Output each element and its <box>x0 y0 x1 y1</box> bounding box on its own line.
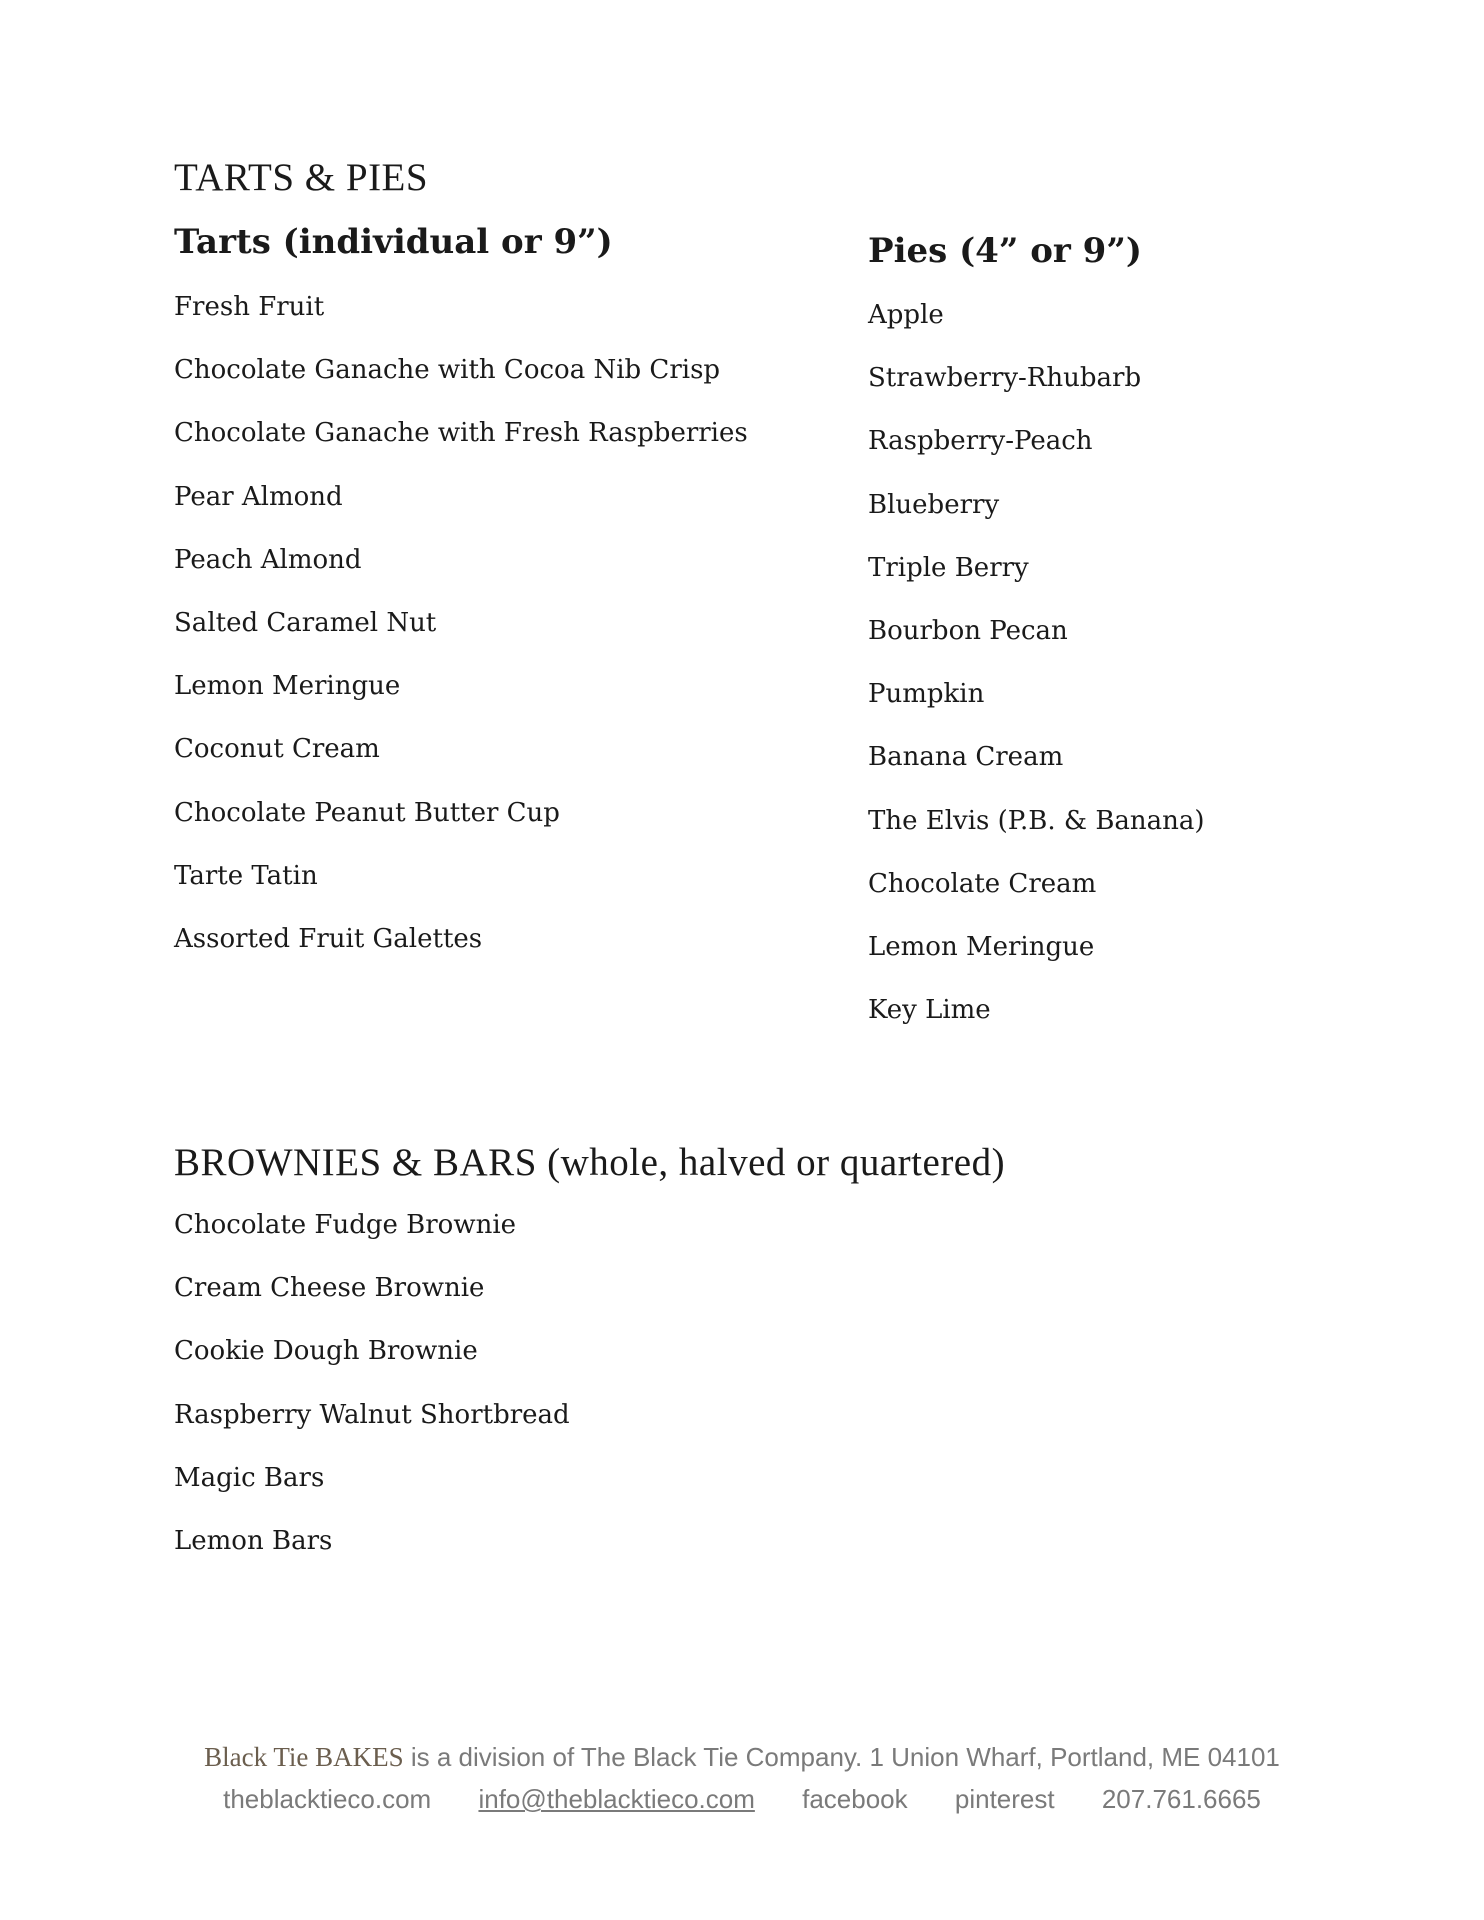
tart-item: Chocolate Ganache with Cocoa Nib Crisp <box>174 355 721 386</box>
email-link[interactable]: info@theblacktieco.com <box>478 1784 755 1814</box>
pie-item: Apple <box>868 300 944 330</box>
footer-links <box>0 1784 1484 1815</box>
brownie-bar-item: Cream Cheese Brownie <box>174 1273 485 1304</box>
facebook-link[interactable]: facebook <box>802 1784 908 1814</box>
pie-item: Key Lime <box>868 995 991 1026</box>
tart-item: Tarte Tatin <box>174 860 318 891</box>
pie-item: Lemon Meringue <box>868 931 1095 962</box>
pie-item: Bourbon Pecan <box>868 615 1068 646</box>
pie-item: Banana Cream <box>868 742 1064 773</box>
pie-item: Chocolate Cream <box>868 868 1097 899</box>
brownie-bar-item: Raspberry Walnut Shortbread <box>174 1399 570 1430</box>
tart-item: Salted Caramel Nut <box>174 607 437 638</box>
tart-item: Fresh Fruit <box>174 292 325 322</box>
footer-tagline: is a division of The Black Tie Company. 1 Union Wharf, Portland, ME 04101 <box>403 1742 1280 1772</box>
pie-item: Strawberry-Rhubarb <box>868 363 1142 394</box>
brownie-bar-item: Lemon Bars <box>174 1525 333 1556</box>
tart-item: Pear Almond <box>174 481 343 512</box>
tart-item: Coconut Cream <box>174 734 380 765</box>
footer-line <box>0 1742 1484 1773</box>
website-link[interactable]: theblacktieco.com <box>223 1784 432 1814</box>
pies-list <box>868 300 1205 1058</box>
pinterest-link[interactable]: pinterest <box>954 1784 1055 1814</box>
tart-item: Chocolate Peanut Butter Cup <box>174 797 560 828</box>
tarts-list <box>174 292 748 987</box>
brownie-bar-item: Cookie Dough Brownie <box>174 1336 478 1367</box>
tart-item: Lemon Meringue <box>174 671 401 702</box>
pie-item: Pumpkin <box>868 679 985 710</box>
brownies-bars-section-title: BROWNIES & BARS (whole, halved or quartered) <box>174 1141 1006 1184</box>
phone-number: 207.761.6665 <box>1101 1784 1261 1814</box>
pies-heading: Pies (4” or 9”) <box>868 231 1142 271</box>
tart-item: Chocolate Ganache with Fresh Raspberries <box>174 418 748 449</box>
tarts-heading: Tarts (individual or 9”) <box>174 222 613 262</box>
tart-item: Assorted Fruit Galettes <box>174 923 483 954</box>
pie-item: Raspberry-Peach <box>868 426 1093 457</box>
tart-item: Peach Almond <box>174 544 362 575</box>
brownie-bar-item: Chocolate Fudge Brownie <box>174 1210 517 1240</box>
brand-name: Black Tie BAKES <box>204 1742 404 1772</box>
brownie-bar-item: Magic Bars <box>174 1462 325 1493</box>
brownies-bars-list <box>174 1210 570 1589</box>
pie-item: Blueberry <box>868 489 1000 520</box>
tarts-pies-section-title: TARTS & PIES <box>174 156 429 199</box>
pie-item: Triple Berry <box>868 552 1029 583</box>
pie-item: The Elvis (P.B. & Banana) <box>868 805 1205 836</box>
